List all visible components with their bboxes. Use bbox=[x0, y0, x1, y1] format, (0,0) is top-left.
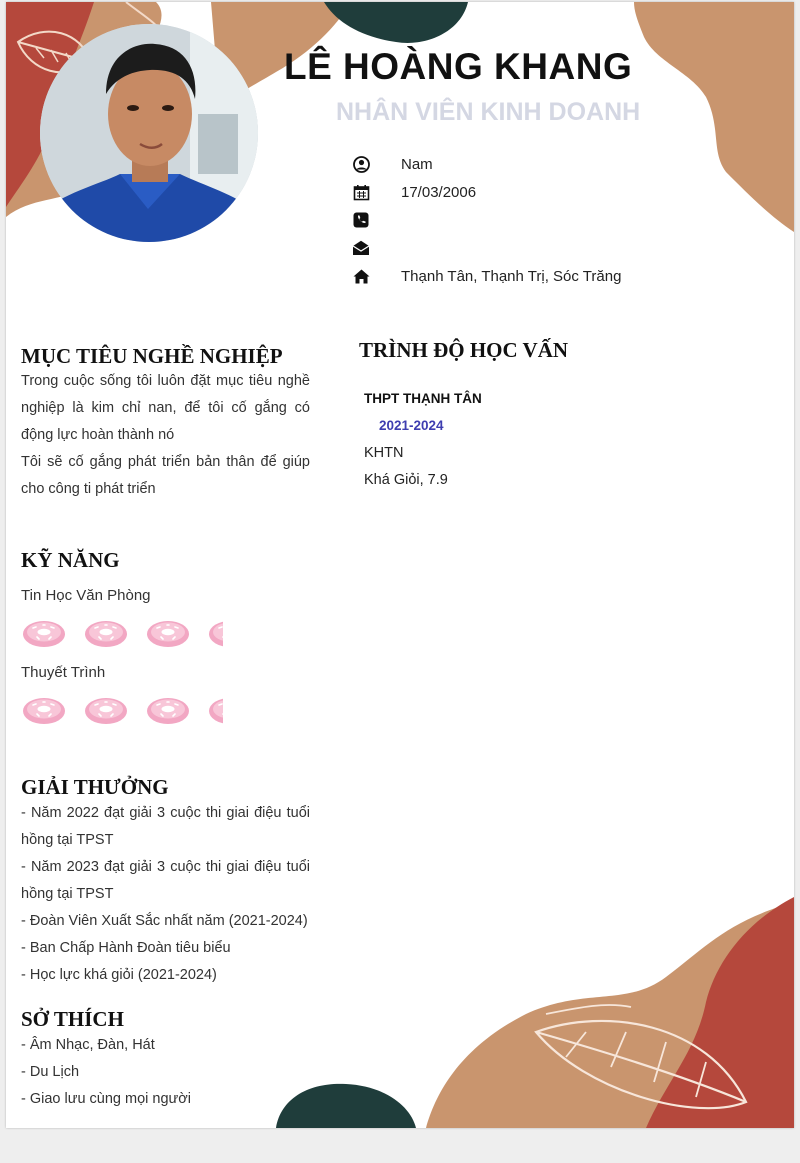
career-objective-title: MỤC TIÊU NGHỀ NGHIỆP bbox=[21, 344, 283, 368]
award-item: - Năm 2023 đạt giải 3 cuộc thi giai điệu tuổi hồng tại TPST bbox=[21, 859, 310, 902]
education-title: TRÌNH ĐỘ HỌC VẤN bbox=[359, 338, 569, 362]
birthday-value: 17/03/2006 bbox=[401, 183, 477, 201]
skill-name: Tin Học Văn Phòng bbox=[21, 587, 151, 604]
gender-value: Nam bbox=[401, 155, 433, 173]
education-years: 2021-2024 bbox=[379, 418, 444, 433]
home-icon bbox=[352, 267, 370, 285]
award-item: - Học lực khá giỏi (2021-2024) bbox=[21, 967, 217, 983]
education-major: KHTN bbox=[364, 445, 404, 461]
donut-rating-icon bbox=[207, 694, 223, 728]
cv-page bbox=[6, 2, 794, 1128]
career-objective-paragraph: Tôi sẽ cố gắng phát triển bản thân để giúp cho công ti phát triển bbox=[21, 454, 310, 497]
skill-rating bbox=[21, 617, 223, 651]
donut-rating-icon bbox=[207, 617, 223, 651]
award-item: - Năm 2022 đạt giải 3 cuộc thi giai điệu tuổi hồng tại TPST bbox=[21, 805, 310, 848]
education-result: Khá Giỏi, 7.9 bbox=[364, 472, 448, 488]
hobby-item: - Giao lưu cùng mọi người bbox=[21, 1091, 191, 1107]
skills-title: KỸ NĂNG bbox=[21, 548, 120, 572]
donut-rating-icon bbox=[83, 617, 129, 651]
info-email bbox=[352, 237, 370, 259]
education-school: THPT THẠNH TÂN bbox=[364, 391, 482, 406]
phone-icon bbox=[352, 211, 370, 229]
top-right-blob bbox=[634, 2, 794, 232]
candidate-name: LÊ HOÀNG KHANG bbox=[284, 46, 633, 87]
info-phone bbox=[352, 209, 370, 231]
envelope-open-icon bbox=[352, 239, 370, 257]
top-teal-blob bbox=[324, 2, 468, 43]
address-value: Thạnh Tân, Thạnh Trị, Sóc Trăng bbox=[401, 267, 622, 285]
calendar-icon bbox=[352, 183, 370, 201]
skill-name: Thuyết Trình bbox=[21, 664, 106, 681]
hobbies-title: SỞ THÍCH bbox=[21, 1007, 124, 1031]
donut-rating-icon bbox=[145, 617, 191, 651]
hobby-item: - Âm Nhạc, Đàn, Hát bbox=[21, 1037, 155, 1053]
donut-rating-icon bbox=[145, 694, 191, 728]
donut-rating-icon bbox=[21, 617, 67, 651]
career-objective-paragraph: Trong cuộc sống tôi luôn đặt mục tiêu nghề nghiệp là kim chỉ nan, để tôi cố gắng có động lực hoàn thành nó bbox=[21, 373, 310, 443]
user-circle-icon bbox=[352, 155, 370, 173]
job-title: NHÂN VIÊN KINH DOANH bbox=[336, 98, 641, 126]
hobby-item: - Du Lịch bbox=[21, 1064, 80, 1080]
info-gender bbox=[352, 153, 433, 175]
profile-photo bbox=[40, 24, 258, 242]
info-birthday bbox=[352, 181, 477, 203]
info-address bbox=[352, 265, 622, 287]
donut-rating-icon bbox=[21, 694, 67, 728]
career-objective-text bbox=[21, 368, 310, 503]
award-item: - Đoàn Viên Xuất Sắc nhất năm (2021-2024) bbox=[21, 913, 308, 929]
award-item: - Ban Chấp Hành Đoàn tiêu biểu bbox=[21, 940, 231, 956]
skill-rating bbox=[21, 694, 223, 728]
donut-rating-icon bbox=[83, 694, 129, 728]
awards-title: GIẢI THƯỞNG bbox=[21, 775, 169, 799]
